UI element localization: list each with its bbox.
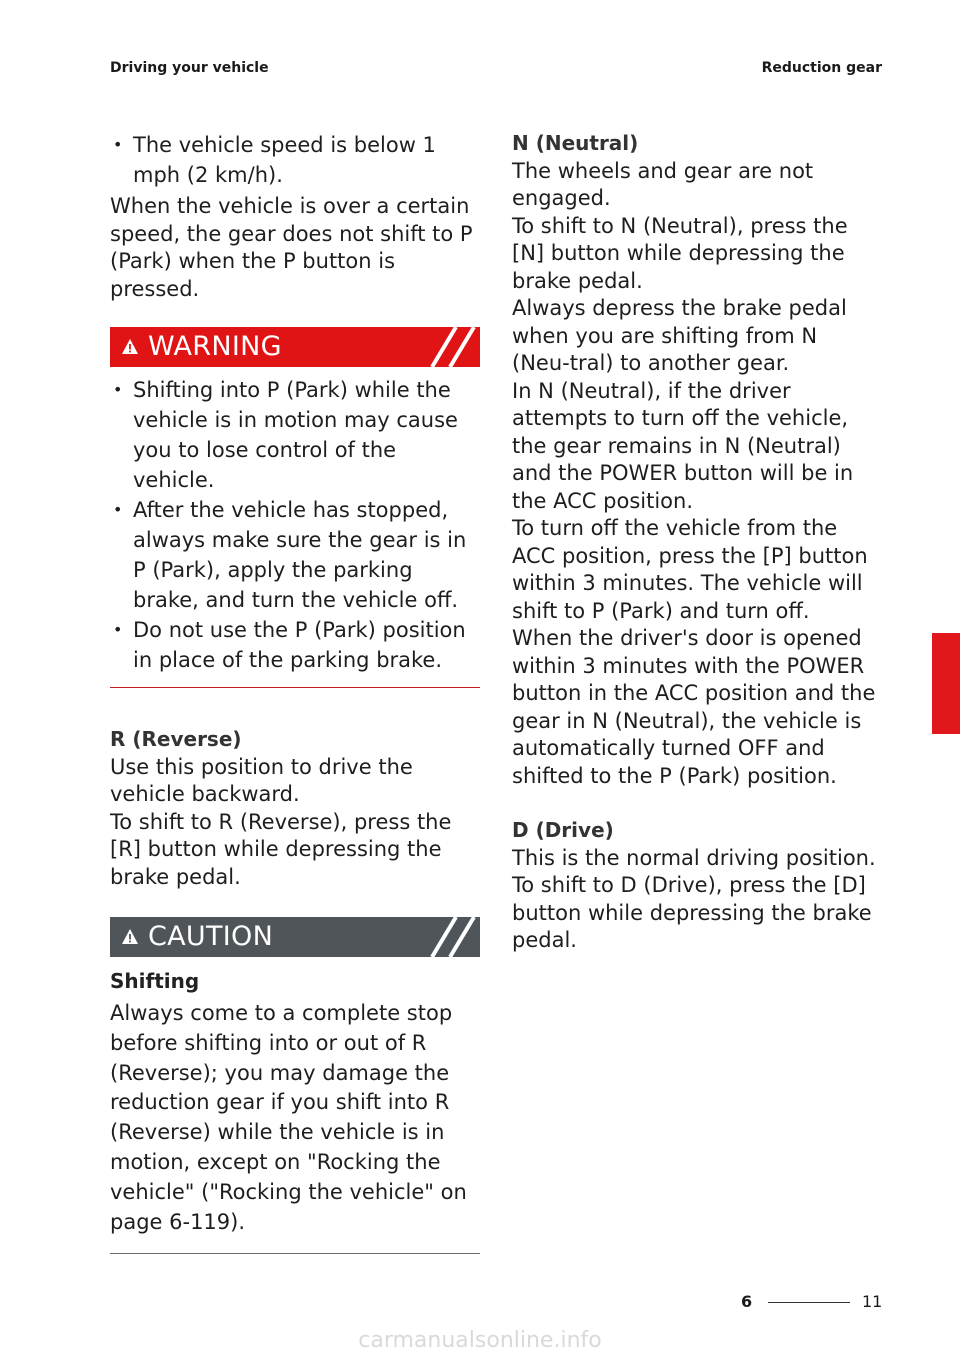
header-section-title: Driving your vehicle xyxy=(110,60,269,76)
bullet-text: The vehicle speed is below 1 mph (2 km/h). xyxy=(133,133,436,187)
site-watermark: carmanualsonline.info xyxy=(358,1328,602,1353)
drive-section xyxy=(512,817,880,955)
list-item xyxy=(110,495,480,615)
banner-slash-decoration xyxy=(430,327,480,367)
warning-end-rule xyxy=(110,687,480,688)
caution-body xyxy=(110,967,480,1237)
chapter-tab-number: 6 xyxy=(941,710,956,734)
bullet-text: Do not use the P (Park) position in place of the parking brake. xyxy=(133,618,466,672)
list-item xyxy=(110,615,480,675)
bullet-text: Shifting into P (Park) while the vehicle is in motion may cause you to lose control of the vehicle. xyxy=(133,378,458,492)
drive-line: To shift to D (Drive), press the [D] button while depressing the brake pedal. xyxy=(512,873,872,952)
caution-triangle-icon xyxy=(121,928,139,946)
neutral-title: N (Neutral) xyxy=(512,131,639,155)
warning-label: WARNING xyxy=(148,331,282,362)
neutral-line: The wheels and gear are not engaged. xyxy=(512,158,814,210)
reverse-line: To shift to R (Reverse), press the [R] button while depressing the brake pedal. xyxy=(110,809,452,889)
reverse-section xyxy=(110,726,480,891)
bullet-icon: • xyxy=(113,135,123,154)
neutral-line: When the driver's door is opened within 3 minutes with the POWER button in the ACC position and the gear in N (Neutral), the vehicle is automatically turned OFF and shifted to the P (Park) position. xyxy=(512,626,876,788)
warning-banner xyxy=(110,327,480,367)
neutral-section xyxy=(512,130,880,790)
bullet-icon: • xyxy=(113,620,123,639)
caution-text: Always come to a complete stop before shifting into or out of R (Reverse); you may damage the reduction gear if you shift into R (Reverse) while the vehicle is in motion, except on "Rocking the vehicle" ("Rocking the vehicle" on page 6-119). xyxy=(110,1001,467,1234)
bullet-icon: • xyxy=(113,380,123,399)
warning-triangle-icon xyxy=(121,338,139,356)
bullet-text: After the vehicle has stopped, always make sure the gear is in P (Park), apply the parking brake, and turn the vehicle off. xyxy=(133,498,467,612)
right-column xyxy=(512,130,880,955)
neutral-line: To shift to N (Neutral), press the [N] button while depressing the brake pedal. xyxy=(512,213,848,293)
caution-subtitle: Shifting xyxy=(110,969,200,993)
warning-bullet-list xyxy=(110,375,480,675)
left-column xyxy=(110,130,480,1254)
reverse-title: R (Reverse) xyxy=(110,727,242,751)
caution-end-rule xyxy=(110,1253,480,1254)
footer-page-number: 11 xyxy=(862,1292,883,1311)
neutral-line: Always depress the brake pedal when you are shifting from N (Neu-tral) to another gear. xyxy=(512,296,847,375)
list-item xyxy=(110,130,480,190)
footer-chapter-number: 6 xyxy=(741,1292,753,1311)
drive-line: This is the normal driving position. xyxy=(512,845,876,870)
list-item xyxy=(110,375,480,495)
intro-paragraph: When the vehicle is over a certain speed, the gear does not shift to P (Park) when the P button is pressed. xyxy=(110,194,473,301)
neutral-line: In N (Neutral), if the driver attempts to turn off the vehicle, the gear remains in N (Neutral) and the POWER button will be in the ACC position. xyxy=(512,378,854,513)
caution-banner xyxy=(110,917,480,957)
drive-title: D (Drive) xyxy=(512,818,614,842)
caution-label: CAUTION xyxy=(148,921,274,952)
banner-slash-decoration xyxy=(430,917,480,957)
neutral-line: To turn off the vehicle from the ACC position, press the [P] button within 3 minutes. The vehicle will shift to P (Park) and turn off. xyxy=(512,516,868,623)
header-chapter-title: Reduction gear xyxy=(761,60,882,76)
footer-divider xyxy=(768,1302,850,1303)
intro-bullet-list xyxy=(110,130,480,190)
reverse-line: Use this position to drive the vehicle backward. xyxy=(110,754,413,806)
bullet-icon: • xyxy=(113,500,123,519)
